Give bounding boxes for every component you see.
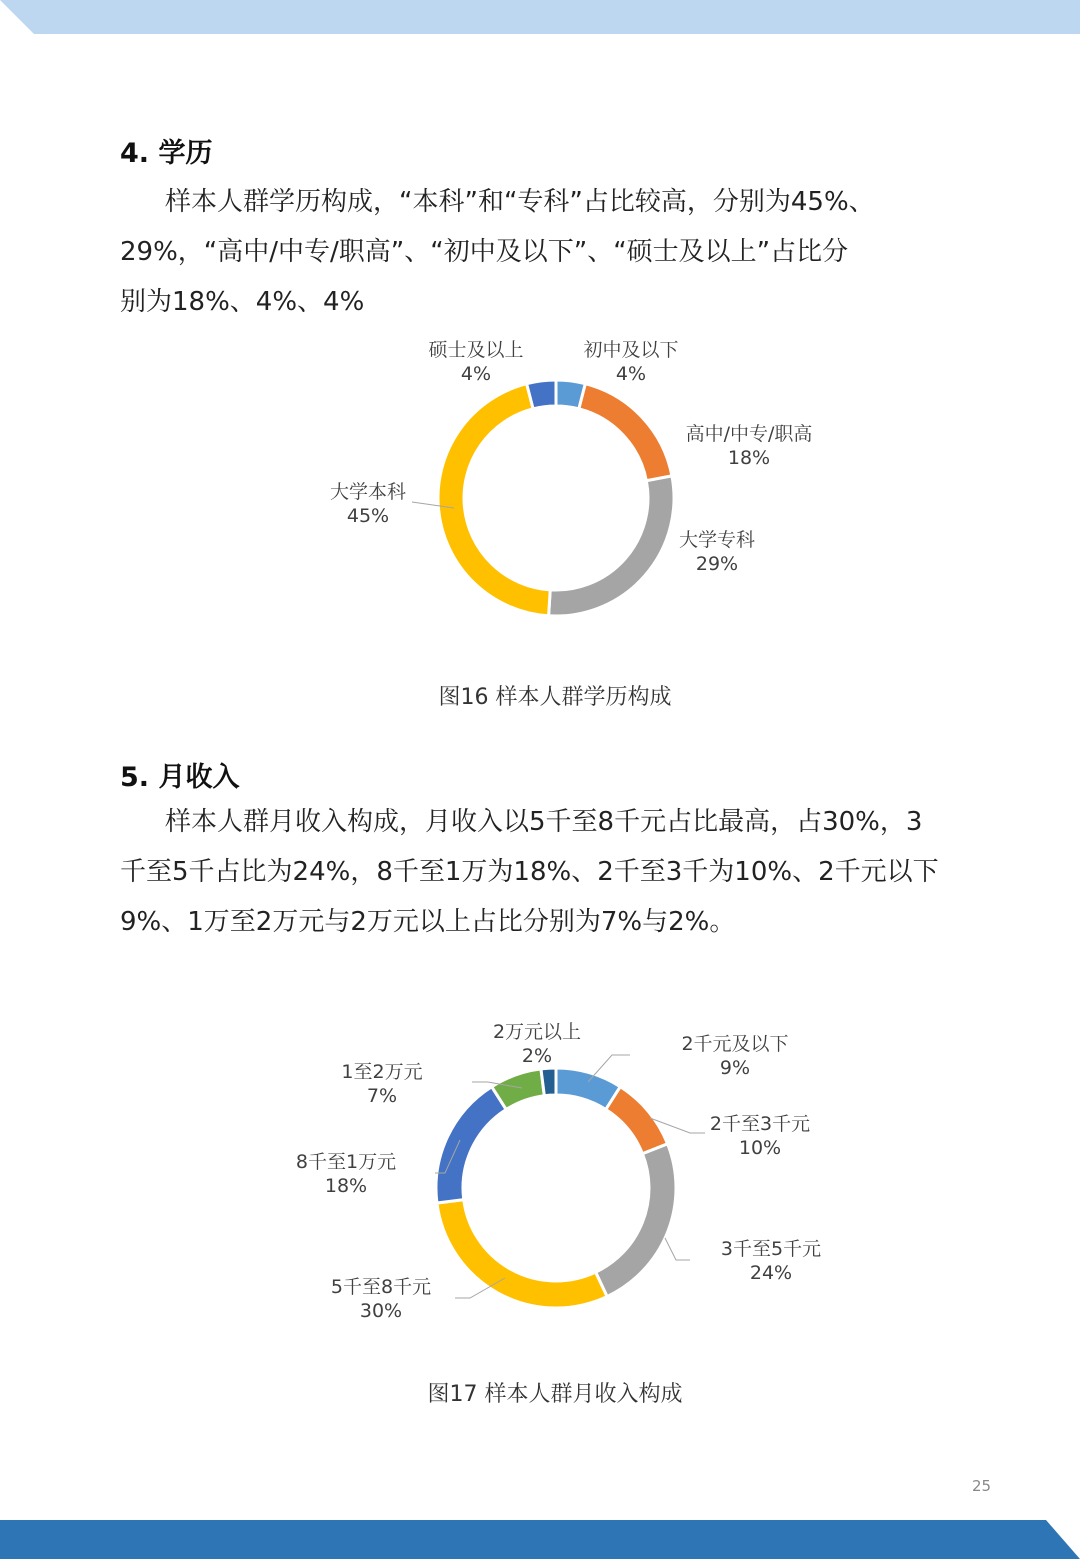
- donut-slice: [549, 476, 674, 616]
- donut-slice: [596, 1144, 676, 1297]
- section-4-heading: 4. 学历: [120, 138, 213, 169]
- bottom-decorative-band: [0, 1520, 1080, 1559]
- slice-value-label: 24%: [749, 1262, 793, 1284]
- section-5-line-2: 千至5千占比为24%，8千至1万为18%、2千至3千为10%、2千元以下: [120, 857, 939, 887]
- slice-category-label: 8千至1万元: [295, 1151, 397, 1173]
- figure-16-caption: 图16 样本人群学历构成: [438, 685, 672, 710]
- section-5-line-1: 样本人群月收入构成，月收入以5千至8千元占比最高，占30%，3: [165, 807, 923, 837]
- slice-value-label: 45%: [346, 505, 390, 527]
- slice-value-label: 7%: [366, 1085, 398, 1107]
- slice-category-label: 2千元及以下: [681, 1033, 789, 1055]
- donut-slice: [436, 1087, 506, 1203]
- donut-slice: [437, 1200, 607, 1308]
- section-5-heading: 5. 月收入: [120, 762, 240, 793]
- section-4-line-3: 别为18%、4%、4%: [120, 287, 365, 317]
- section-5-paragraph: [120, 797, 990, 947]
- donut-slice: [527, 380, 556, 409]
- slice-category-label: 大学本科: [329, 481, 407, 503]
- donut-slice: [438, 384, 550, 616]
- section-4-line-1: 样本人群学历构成，“本科”和“专科”占比较高，分别为45%、: [165, 187, 875, 217]
- slice-value-label: 10%: [738, 1137, 782, 1159]
- section-4-paragraph: [120, 177, 990, 327]
- donut-slice: [541, 1068, 556, 1096]
- top-decorative-band: [0, 0, 1080, 34]
- slice-value-label: 29%: [695, 553, 739, 575]
- slice-value-label: 2%: [521, 1045, 553, 1067]
- figure-17-caption: 图17 样本人群月收入构成: [427, 1382, 683, 1407]
- section-4-line-2: 29%，“高中/中专/职高”、“初中及以下”、“硕士及以上”占比分: [120, 237, 849, 267]
- page-number: 25: [972, 1477, 992, 1495]
- donut-slice: [579, 384, 672, 481]
- slice-category-label: 1至2万元: [341, 1061, 423, 1083]
- section-5-line-3: 9%、1万至2万元与2万元以上占比分别为7%与2%。: [120, 907, 736, 937]
- slice-value-label: 18%: [324, 1175, 368, 1197]
- slice-value-label: 4%: [615, 363, 647, 385]
- label-leader-line: [665, 1238, 690, 1260]
- slice-category-label: 3千至5千元: [720, 1238, 822, 1260]
- slice-category-label: 硕士及以上: [428, 339, 524, 361]
- slice-category-label: 2千至3千元: [709, 1113, 811, 1135]
- income-donut-chart: [0, 1010, 1080, 1330]
- slice-category-label: 5千至8千元: [330, 1276, 432, 1298]
- slice-value-label: 18%: [727, 447, 771, 469]
- slice-category-label: 初中及以下: [583, 339, 679, 361]
- slice-category-label: 2万元以上: [492, 1021, 582, 1043]
- slice-value-label: 4%: [460, 363, 492, 385]
- slice-value-label: 9%: [719, 1057, 751, 1079]
- slice-value-label: 30%: [359, 1300, 403, 1322]
- slice-category-label: 高中/中专/职高: [685, 423, 813, 445]
- donut-slice: [606, 1087, 668, 1154]
- slice-category-label: 大学专科: [678, 529, 756, 551]
- education-donut-chart: [0, 330, 1080, 640]
